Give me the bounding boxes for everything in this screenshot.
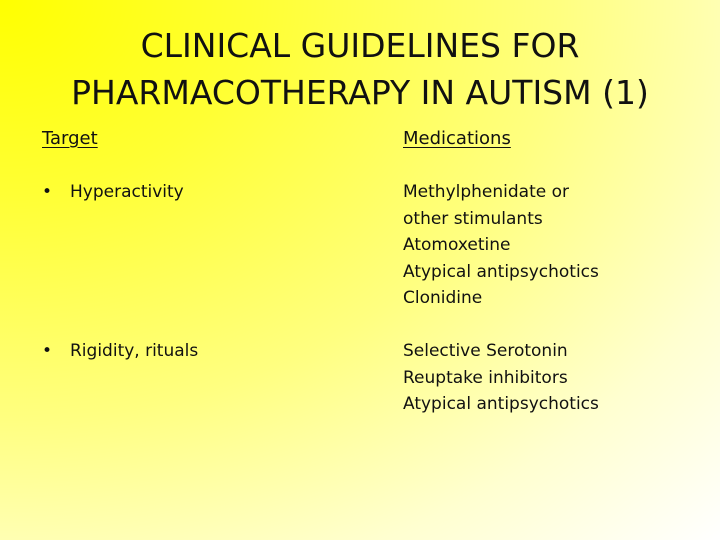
slide-title [20,22,700,116]
medication-line: Atomoxetine [403,235,511,255]
medication-line: other stimulants [403,208,543,229]
target-label: Hyperactivity [70,182,184,202]
bullet-icon: • [42,182,53,202]
medication-line: Selective Serotonin [403,341,568,361]
medication-line: Atypical antipsychotics [403,261,599,282]
medication-line: Methylphenidate or [403,182,569,202]
title-line-1: CLINICAL GUIDELINES FOR [140,26,580,65]
title-line-2: PHARMACOTHERAPY IN AUTISM (1) [71,73,649,112]
medication-list-hyperactivity [403,179,599,312]
medication-line: Clonidine [403,288,483,308]
column-header-target: Target [42,128,98,149]
target-label: Rigidity, rituals [70,341,199,361]
medication-list-rigidity-rituals [403,338,599,418]
medication-line: Atypical antipsychotics [403,394,599,414]
target-item-rigidity-rituals [42,338,198,364]
target-item-hyperactivity [42,179,184,205]
medication-line: Reuptake inhibitors [403,367,568,388]
bullet-icon: • [42,341,53,361]
column-header-medications: Medications [403,128,511,149]
